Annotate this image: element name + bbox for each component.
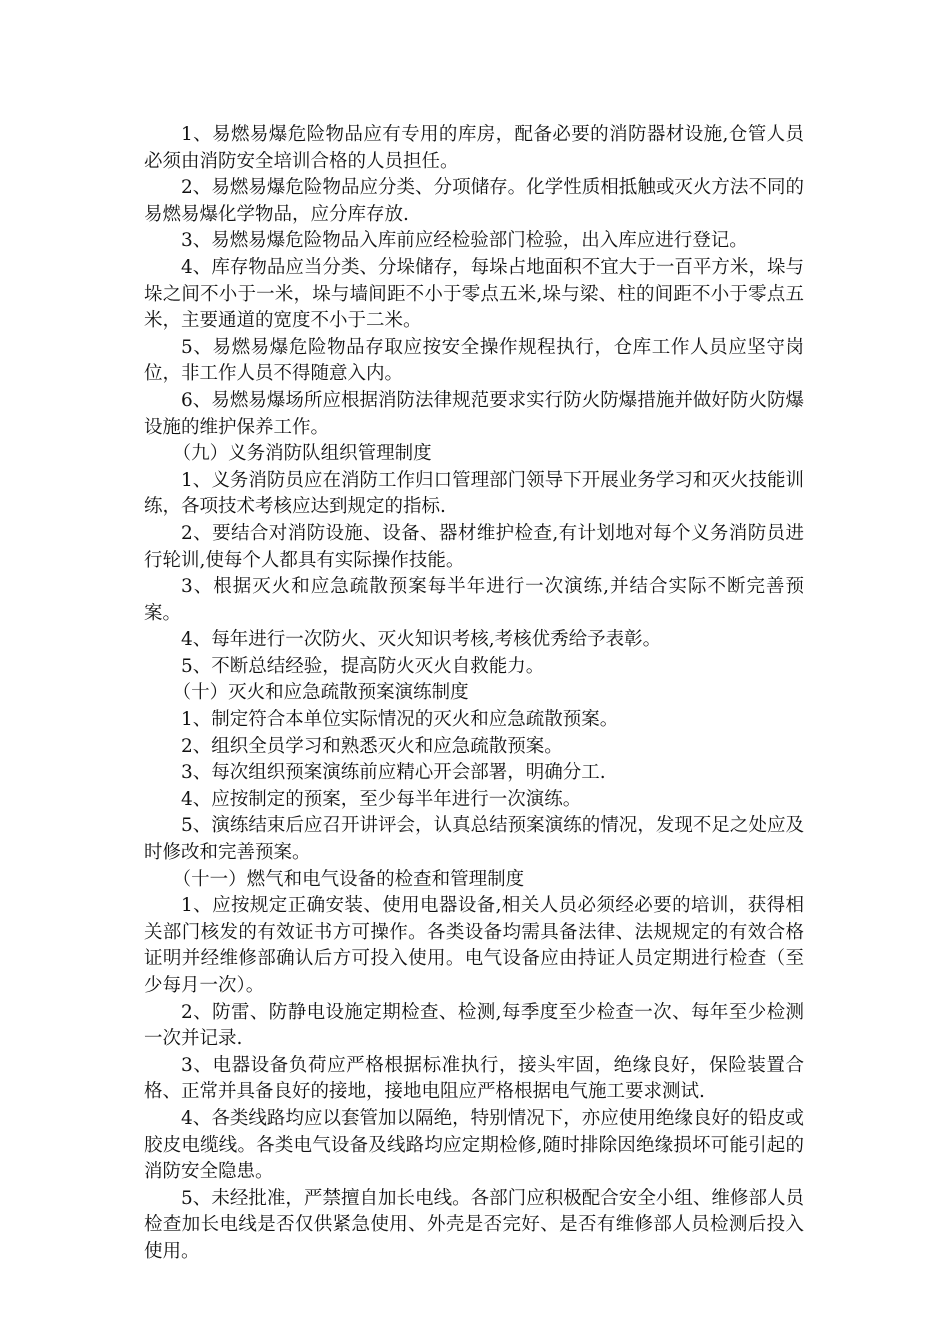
paragraph: 2、易燃易爆危险物品应分类、分项储存。化学性质相抵触或灭火方法不同的易燃易爆化学物品，应分库存放. (144, 177, 804, 225)
paragraph: 4、每年进行一次防火、灭火知识考核,考核优秀给予表彰。 (181, 629, 662, 651)
paragraph: 1、制定符合本单位实际情况的灭火和应急疏散预案。 (181, 709, 619, 731)
paragraph: 4、库存物品应当分类、分垛储存，每垛占地面积不宜大于一百平方米，垛与垛之间不小于一米，垛与墙间距不小于零点五米,垛与梁、柱的间距不小于零点五米，主要通道的宽度不小于二米。 (144, 256, 804, 332)
paragraph: 5、易燃易爆危险物品存取应按安全操作规程执行，仓库工作人员应坚守岗位，非工作人员不得随意入内。 (144, 336, 804, 385)
paragraph: 5、演练结束后应召开讲评会，认真总结预案演练的情况，发现不足之处应及时修改和完善预案。 (144, 815, 804, 864)
paragraph: 1、易燃易爆危险物品应有专用的库房，配备必要的消防器材设施,仓管人员必须由消防安全培训合格的人员担任。 (144, 124, 804, 172)
paragraph: 2、要结合对消防设施、设备、器材维护检查,有计划地对每个义务消防员进行轮训,使每个人都具有实际操作技能。 (144, 522, 804, 571)
document-page (144, 122, 804, 1266)
paragraph: 3、电器设备负荷应严格根据标准执行，接头牢固，绝缘良好，保险装置合格、正常并具备良好的接地，接地电阻应严格根据电气施工要求测试. (144, 1054, 804, 1103)
paragraph: 3、根据灭火和应急疏散预案每半年进行一次演练,并结合实际不断完善预案。 (144, 576, 804, 624)
section-heading: （十）灭火和应急疏散预案演练制度 (172, 682, 469, 704)
paragraph: 5、未经批准，严禁擅自加长电线。各部门应积极配合安全小组、维修部人员检查加长电线是否仅供紧急使用、外壳是否完好、是否有维修部人员检测后投入使用。 (144, 1187, 804, 1262)
paragraph: 4、各类线路均应以套管加以隔绝，特别情况下，亦应使用绝缘良好的铅皮或胶皮电缆线。各类电气设备及线路均应定期检修,随时排除因绝缘损坏可能引起的消防安全隐患。 (144, 1107, 804, 1183)
paragraph: 2、防雷、防静电设施定期检查、检测,每季度至少检查一次、每年至少检测一次并记录. (144, 1001, 804, 1050)
paragraph: 2、组织全员学习和熟悉灭火和应急疏散预案。 (181, 735, 563, 757)
paragraph: 1、义务消防员应在消防工作归口管理部门领导下开展业务学习和灭火技能训练，各项技术考核应达到规定的指标. (144, 469, 804, 518)
paragraph: 6、易燃易爆场所应根据消防法律规范要求实行防火防爆措施并做好防火防爆设施的维护保养工作。 (144, 389, 804, 438)
section-heading: （十一）燃气和电气设备的检查和管理制度 (172, 868, 525, 890)
paragraph: 5、不断总结经验，提高防火灭火自救能力。 (181, 655, 545, 677)
paragraph: 1、应按规定正确安装、使用电器设备,相关人员必须经必要的培训，获得相关部门核发的有效证书方可操作。各类设备均需具备法律、法规规定的有效合格证明并经维修部确认后方可投入使用。电气设备应由持证人员定期进行检查（至少每月一次）。 (144, 895, 804, 996)
paragraph: 3、每次组织预案演练前应精心开会部署，明确分工. (181, 762, 606, 784)
paragraph: 3、易燃易爆危险物品入库前应经检验部门检验，出入库应进行登记。 (181, 230, 748, 252)
paragraph: 4、应按制定的预案，至少每半年进行一次演练。 (181, 788, 582, 810)
section-heading: （九）义务消防队组织管理制度 (172, 443, 432, 465)
